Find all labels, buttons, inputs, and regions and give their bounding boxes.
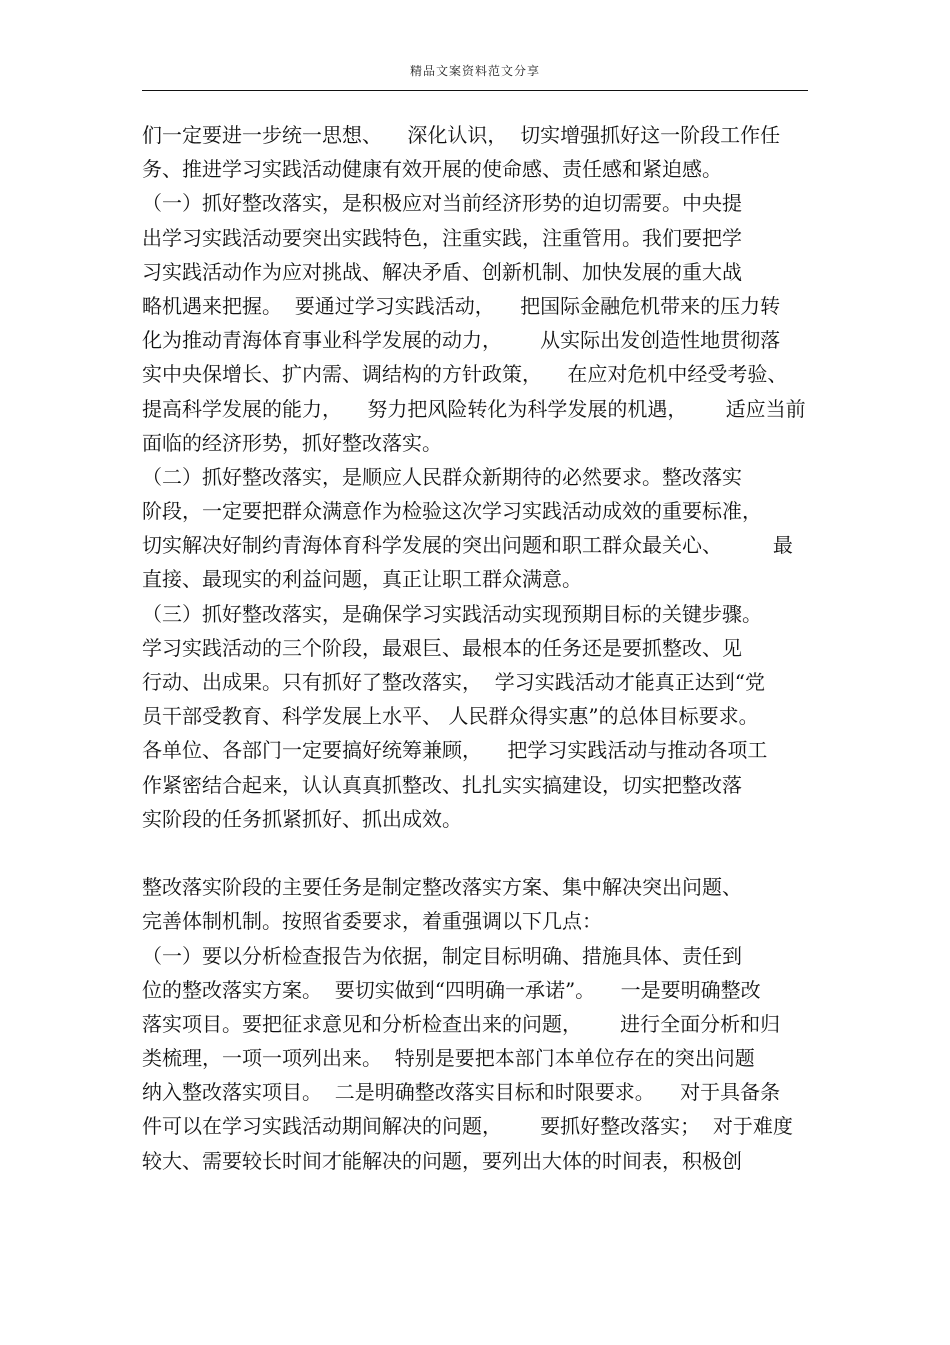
section-2: [142, 870, 832, 1178]
text-line: 较大、需要较长时间才能解决的问题，要列出大体的时间表，积极创: [142, 1148, 742, 1173]
section-1: [142, 118, 832, 836]
text-line: 阶段，一定要把群众满意作为检验这次学习实践活动成效的重要标准，: [142, 499, 762, 524]
text-line: 切实解决好制约青海体育科学发展的突出问题和职工群众最关心、 最: [142, 533, 793, 558]
text-line: 们一定要进一步统一思想、 深化认识， 切实增强抓好这一阶段工作任: [142, 123, 781, 147]
text-line: 提高科学发展的能力， 努力把风险转化为科学发展的机遇， 适应当前: [142, 396, 806, 421]
text-line: 位的整改落实方案。 要切实做到“四明确一承诺”。 一是要明确整改: [142, 977, 761, 1002]
text-line: 整改落实阶段的主要任务是制定整改落实方案、集中解决突出问题、: [142, 875, 742, 900]
text-line: 件可以在学习实践活动期间解决的问题， 要抓好整改落实； 对于难度: [142, 1114, 793, 1139]
text-line: 完善体制机制。按照省委要求，着重强调以下几点：: [142, 909, 602, 934]
text-line: 直接、最现实的利益问题，真正让职工群众满意。: [142, 567, 582, 592]
text-line: 实阶段的任务抓紧抓好、抓出成效。: [142, 806, 462, 831]
paragraph-gap: [142, 836, 832, 870]
text-line: 略机遇来把握。 要通过学习实践活动， 把国际金融危机带来的压力转: [142, 293, 781, 318]
text-line: （三）抓好整改落实，是确保学习实践活动实现预期目标的关键步骤。: [142, 601, 762, 626]
text-line: 出学习实践活动要突出实践特色，注重实践，注重管用。我们要把学: [142, 225, 742, 250]
page-header: 精品文案资料范文分享: [409, 64, 540, 78]
text-line: 面临的经济形势，抓好整改落实。: [142, 430, 442, 455]
text-line: 作紧密结合起来，认认真真抓整改、扎扎实实搞建设，切实把整改落: [142, 772, 742, 797]
document-body: [142, 118, 832, 1178]
text-line: 实中央保增长、扩内需、调结构的方针政策， 在应对危机中经受考验、: [142, 362, 788, 387]
text-line: 落实项目。要把征求意见和分析检查出来的问题， 进行全面分析和归: [142, 1011, 781, 1036]
text-line: （二）抓好整改落实，是顺应人民群众新期待的必然要求。整改落实: [142, 464, 742, 489]
text-line: 各单位、各部门一定要搞好统筹兼顾， 把学习实践活动与推动各项工: [142, 738, 768, 763]
text-line: 学习实践活动的三个阶段，最艰巨、最根本的任务还是要抓整改、见: [142, 635, 742, 660]
text-line: （一）要以分析检查报告为依据，制定目标明确、措施具体、责任到: [142, 943, 742, 968]
text-line: 化为推动青海体育事业科学发展的动力， 从实际出发创造性地贯彻落: [142, 328, 781, 353]
header-divider: [142, 90, 808, 91]
text-line: 习实践活动作为应对挑战、解决矛盾、创新机制、加快发展的重大战: [142, 259, 742, 284]
text-line: 员干部受教育、科学发展上水平、 人民群众得实惠”的总体目标要求。: [142, 704, 759, 729]
text-line: 务、推进学习实践活动健康有效开展的使命感、责任感和紧迫感。: [142, 157, 722, 182]
text-line: 行动、出成果。只有抓好了整改落实， 学习实践活动才能真正达到“党: [142, 670, 765, 694]
text-line: 纳入整改落实项目。 二是明确整改落实目标和时限要求。 对于具备条: [142, 1080, 781, 1105]
text-line: 类梳理，一项一项列出来。 特别是要把本部门本单位存在的突出问题: [142, 1046, 755, 1071]
text-line: （一）抓好整改落实，是积极应对当前经济形势的迫切需要。中央提: [142, 191, 742, 216]
